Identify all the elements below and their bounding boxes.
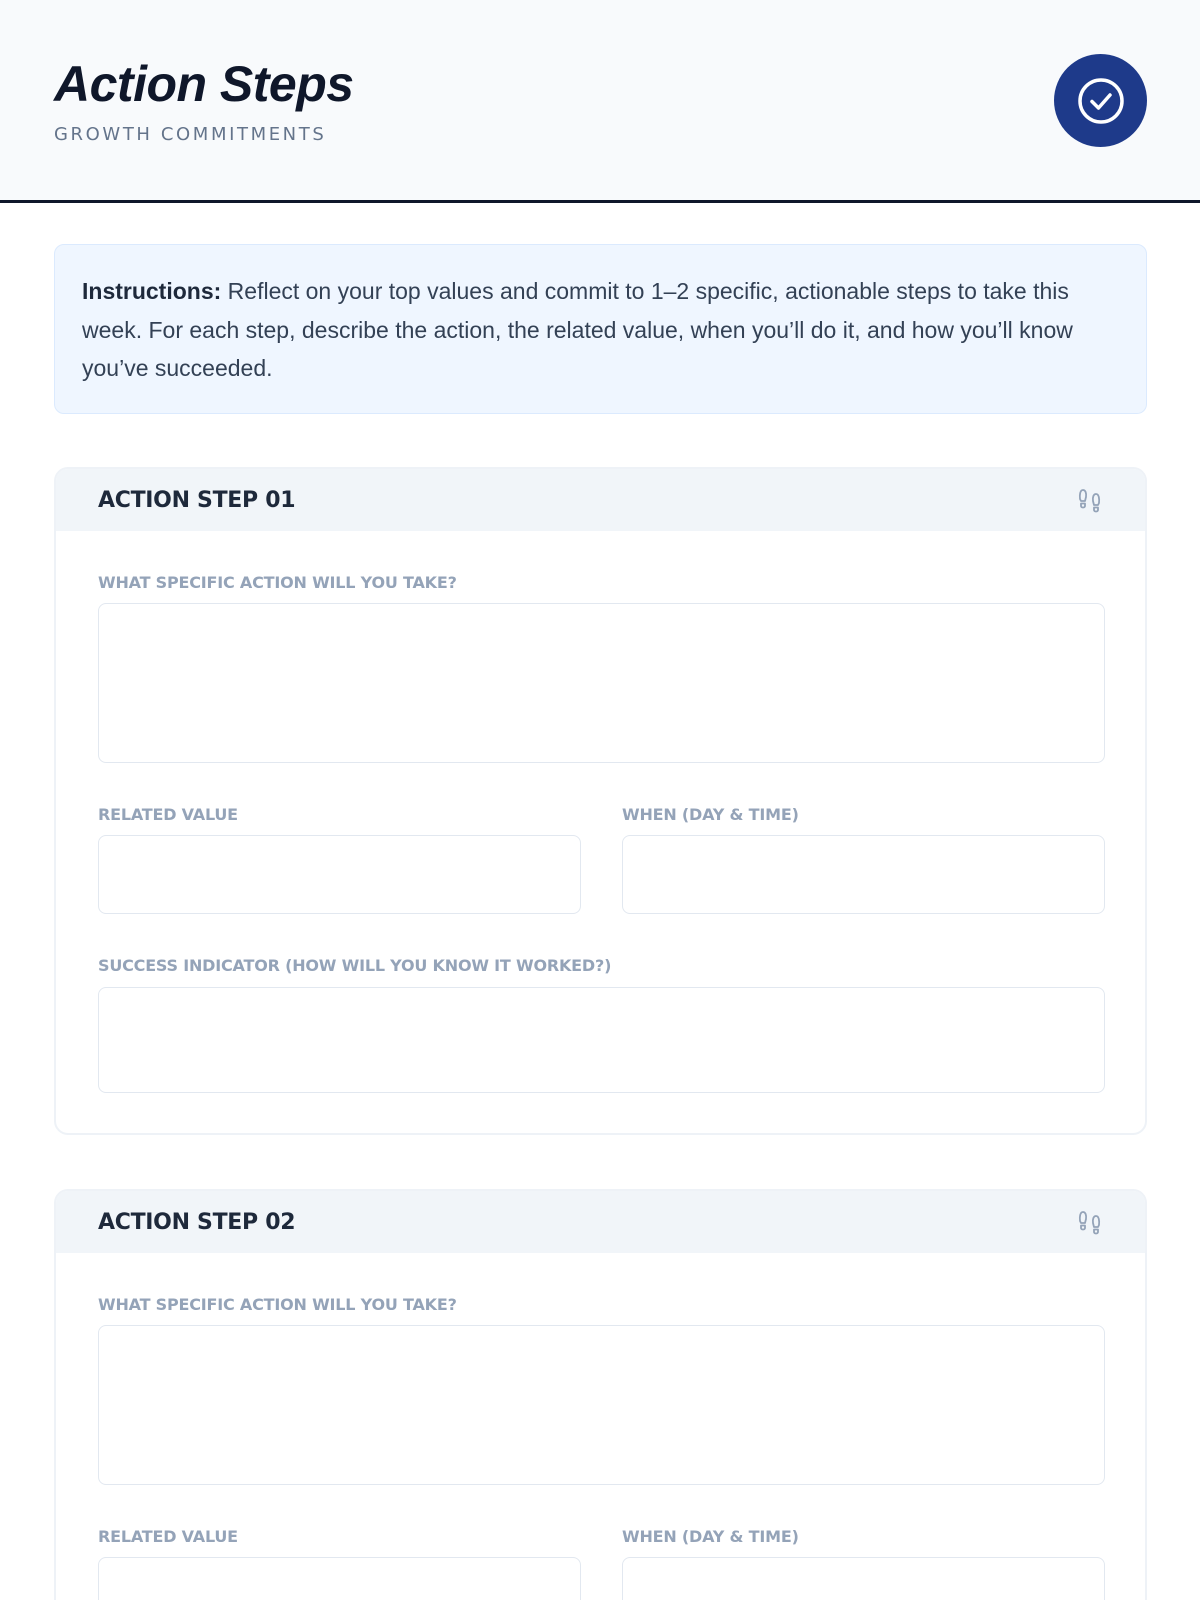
action-step-title: ACTION STEP 01 — [98, 487, 296, 513]
action-step-card-2 — [54, 1189, 1147, 1600]
footprints-icon — [1077, 487, 1103, 513]
page-subtitle: GROWTH COMMITMENTS — [54, 124, 327, 145]
page-title: Action Steps — [54, 56, 354, 112]
when-input[interactable] — [622, 835, 1105, 914]
action-step-header — [56, 1191, 1145, 1253]
check-badge — [1054, 54, 1147, 147]
action-label: WHAT SPECIFIC ACTION WILL YOU TAKE? — [98, 573, 457, 592]
action-input[interactable] — [98, 603, 1105, 763]
action-step-title: ACTION STEP 02 — [98, 1209, 296, 1235]
when-label: WHEN (DAY & TIME) — [622, 1527, 799, 1546]
success-indicator-input[interactable] — [98, 987, 1105, 1093]
footprints-icon — [1077, 1209, 1103, 1235]
when-label: WHEN (DAY & TIME) — [622, 805, 799, 824]
related-value-label: RELATED VALUE — [98, 805, 238, 824]
check-circle-icon — [1076, 76, 1126, 126]
action-step-card-1 — [54, 467, 1147, 1135]
instructions-box — [54, 244, 1147, 414]
when-input[interactable] — [622, 1557, 1105, 1600]
instructions-text: Reflect on your top values and commit to 1–2 specific, actionable steps to take this week. For each step, describe the action, the related value, when you’ll do it, and how you’ll know you’ve succeeded. — [82, 278, 1073, 381]
related-value-input[interactable] — [98, 835, 581, 914]
action-input[interactable] — [98, 1325, 1105, 1485]
page-header — [0, 0, 1200, 203]
related-value-label: RELATED VALUE — [98, 1527, 238, 1546]
success-indicator-label: SUCCESS INDICATOR (HOW WILL YOU KNOW IT WORKED?) — [98, 956, 612, 975]
instructions-label: Instructions: — [82, 278, 222, 304]
related-value-input[interactable] — [98, 1557, 581, 1600]
action-step-header — [56, 469, 1145, 531]
action-label: WHAT SPECIFIC ACTION WILL YOU TAKE? — [98, 1295, 457, 1314]
